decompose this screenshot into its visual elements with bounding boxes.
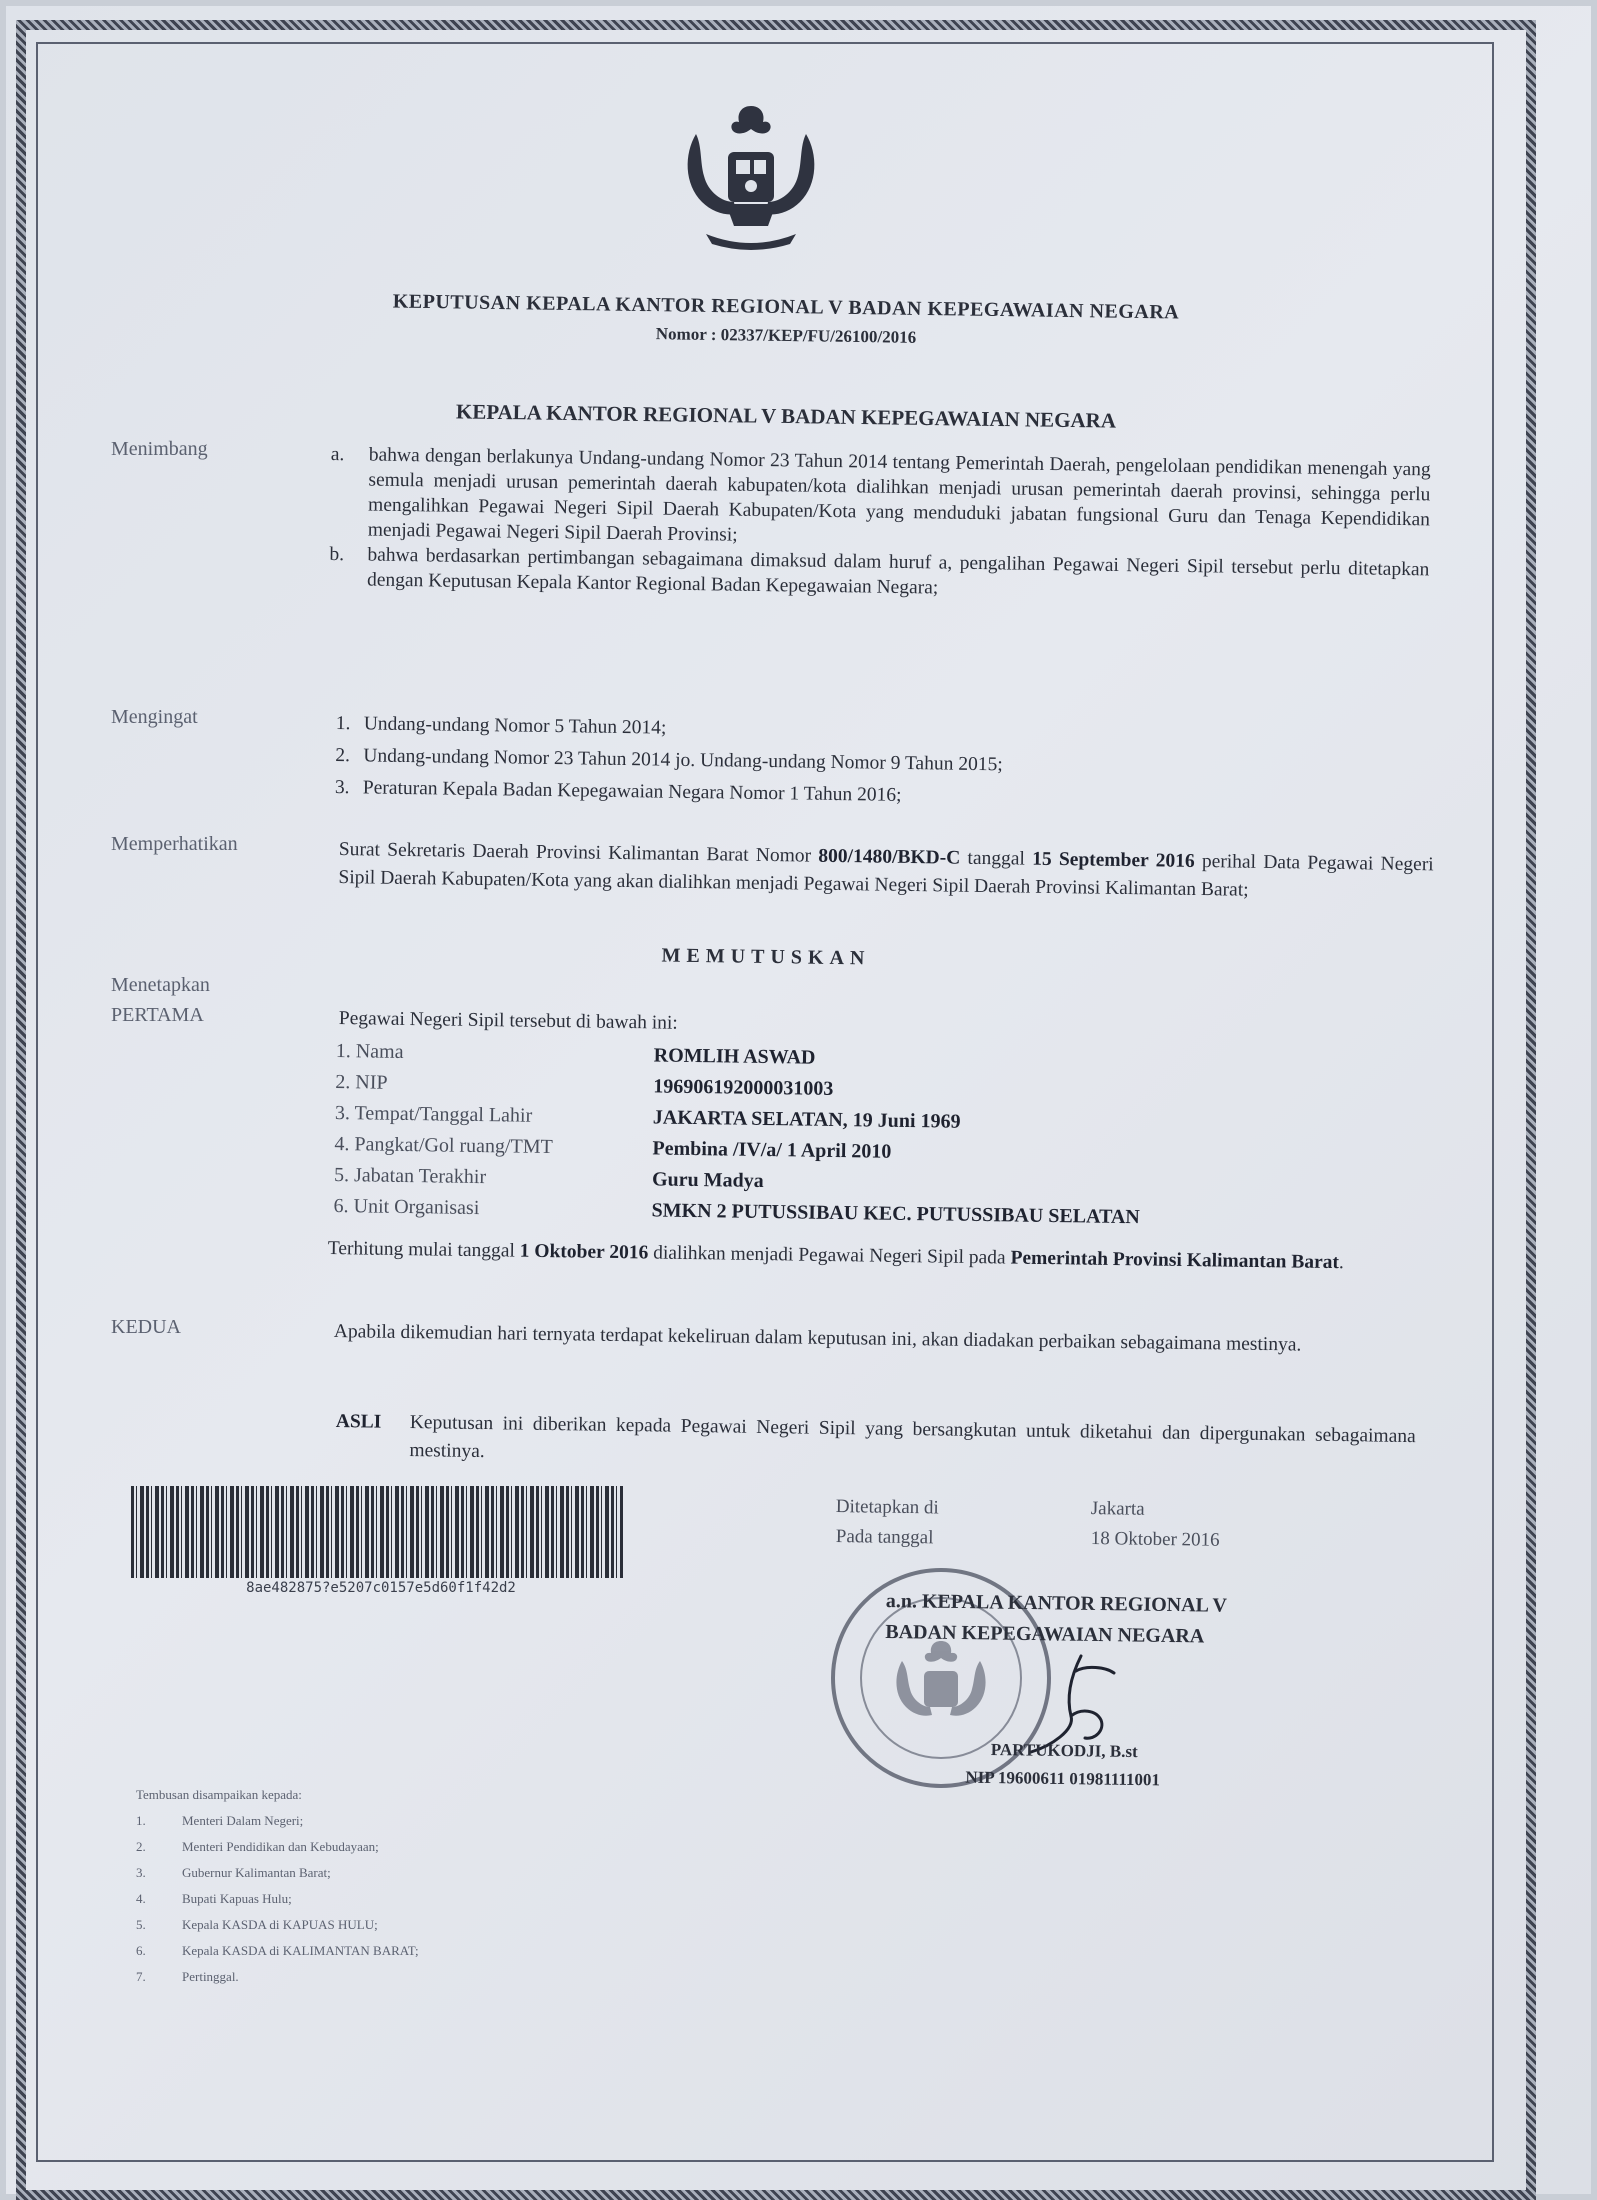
- detail-label: 1. Nama: [335, 1039, 404, 1063]
- tembusan-num: 1.: [136, 1813, 146, 1828]
- place-label: Ditetapkan di: [835, 1496, 939, 1519]
- memperhatikan-ref: 800/1480/BKD-C: [818, 845, 961, 869]
- decree-number: Nomor : 02337/KEP/FU/26100/2016: [655, 324, 917, 347]
- detail-value: Guru Madya: [651, 1168, 764, 1192]
- tembusan-num: 3.: [136, 1865, 146, 1880]
- memperhatikan-label: Memperhatikan: [111, 833, 238, 855]
- tembusan-item: [136, 1808, 419, 1834]
- detail-value: JAKARTA SELATAN, 19 Juni 1969: [652, 1106, 961, 1133]
- tembusan-text: Gubernur Kalimantan Barat;: [182, 1865, 331, 1880]
- tembusan-item: [136, 1912, 419, 1938]
- tembusan-num: 6.: [136, 1943, 146, 1958]
- item-key: 2.: [335, 744, 351, 767]
- barcode-number: 8ae482875?e5207c0157e5d60f1f42d2: [246, 1580, 516, 1596]
- barcode: [131, 1486, 623, 1578]
- detail-label: 4. Pangkat/Gol ruang/TMT: [334, 1132, 553, 1159]
- tembusan-text: Bupati Kapuas Hulu;: [182, 1891, 292, 1906]
- tembusan-num: 2.: [136, 1839, 146, 1854]
- detail-value: ROMLIH ASWAD: [653, 1044, 816, 1069]
- tembusan-text: Menteri Pendidikan dan Kebudayaan;: [182, 1839, 379, 1854]
- item-key: a.: [330, 443, 345, 466]
- tembusan-item: [136, 1938, 419, 1964]
- signatory-block: [965, 1736, 1161, 1794]
- detail-label: 2. NIP: [335, 1070, 388, 1094]
- date-label: Pada tanggal: [835, 1526, 934, 1549]
- signatory-title-line: a.n. KEPALA KANTOR REGIONAL V: [885, 1589, 1228, 1617]
- issuer-heading: KEPALA KANTOR REGIONAL V BADAN KEPEGAWAIAN NEGARA: [455, 399, 1117, 433]
- item-text: Undang-undang Nomor 23 Tahun 2014 jo. Undang-undang Nomor 9 Tahun 2015;: [363, 745, 1003, 776]
- tembusan-item: [136, 1834, 419, 1860]
- menetapkan-label: Menetapkan: [111, 974, 210, 996]
- memperhatikan-part: tanggal: [960, 847, 1033, 870]
- tembusan-text: Kepala KASDA di KALIMANTAN BARAT;: [182, 1943, 419, 1958]
- asli-text: Keputusan ini diberikan kepada Pegawai Negeri Sipil yang bersangkutan untuk diketahui dan dipergunakan sebagaimana mestinya.: [409, 1412, 1416, 1463]
- menimbang-label: Menimbang: [111, 438, 208, 460]
- item-text: bahwa berdasarkan pertimbangan sebagaimana dimaksud dalam huruf a, pengalihan Pegawai Negeri Sipil tersebut perlu ditetapkan dengan Keputusan Kepala Kantor Regional Badan Kepegawaian Negara;: [366, 544, 1430, 599]
- item-key: 1.: [335, 712, 351, 735]
- kedua-label: KEDUA: [111, 1316, 181, 1338]
- place-value: Jakarta: [1090, 1498, 1145, 1520]
- item-text: Undang-undang Nomor 5 Tahun 2014;: [363, 713, 667, 739]
- menimbang-block: [329, 442, 1431, 607]
- pertama-intro: Pegawai Negeri Sipil tersebut di bawah ini:: [338, 1007, 678, 1034]
- kedua-text: Apabila dikemudian hari ternyata terdapat kekeliruan dalam keputusan ini, akan diadakan perbaikan sebagaimana mestinya.: [333, 1320, 1302, 1356]
- detail-value: Pembina /IV/a/ 1 April 2010: [652, 1137, 892, 1163]
- item-text: bahwa dengan berlakunya Undang-undang Nomor 23 Tahun 2014 tentang Pemerintah Daerah, pengelolaan pendidikan menengah yang semula menjadi urusan pemerintah daerah kabupaten/kota dialihkan menjadi urusan pemerintah daerah provinsi, sehingga perlu mengalihkan Pegawai Negeri Sipil Daerah Kabupaten/Kota yang menduduki jabatan fungsional Guru dan Tenaga Kependidikan menjadi Pegawai Negeri Sipil Daerah Provinsi;: [367, 444, 1431, 546]
- detail-value: SMKN 2 PUTUSSIBAU KEC. PUTUSSIBAU SELATAN: [651, 1199, 1140, 1229]
- tembusan-item: [136, 1860, 419, 1886]
- mengingat-block: [335, 708, 1336, 818]
- item-key: 3.: [334, 776, 350, 799]
- effective-part: Terhitung mulai tanggal: [327, 1237, 520, 1262]
- tembusan-item: [136, 1886, 419, 1912]
- tembusan-text: Menteri Dalam Negeri;: [182, 1813, 304, 1828]
- effective-part: .: [1338, 1252, 1344, 1274]
- memperhatikan-date: 15 September 2016: [1032, 848, 1195, 872]
- tembusan-num: 7.: [136, 1969, 146, 1984]
- signatory-title: [885, 1586, 1227, 1653]
- memperhatikan-part: Surat Sekretaris Daerah Provinsi Kalimantan Barat Nomor: [338, 838, 819, 867]
- document-sheet: [6, 6, 1591, 2194]
- signatory-nip: NIP 19600611 01981111001: [965, 1767, 1161, 1790]
- tembusan-item: [136, 1964, 419, 1990]
- memperhatikan-part: perihal Data Pegawai Negeri Sipil Daerah Kabupaten/Kota yang akan dialihkan menjadi Pegawai Negeri Sipil Daerah Provinsi Kalimantan Barat;: [338, 850, 1434, 901]
- signatory-name: PARTUKODJI, B.st: [990, 1739, 1138, 1762]
- pertama-label: PERTAMA: [111, 1004, 204, 1026]
- detail-label: 3. Tempat/Tanggal Lahir: [334, 1101, 533, 1127]
- tembusan-num: 4.: [136, 1891, 146, 1906]
- detail-label: 5. Jabatan Terakhir: [333, 1163, 487, 1189]
- detail-label: 6. Unit Organisasi: [333, 1194, 480, 1220]
- item-text: Peraturan Kepala Badan Kepegawaian Negara Nomor 1 Tahun 2016;: [362, 777, 902, 806]
- memutuskan-heading: MEMUTUSKAN: [661, 944, 871, 970]
- signatory-title-line: BADAN KEPEGAWAIAN NEGARA: [885, 1620, 1205, 1648]
- effective-org: Pemerintah Provinsi Kalimantan Barat: [1010, 1247, 1340, 1274]
- tembusan-text: Pertinggal.: [182, 1969, 239, 1984]
- employee-details: [333, 1036, 1142, 1233]
- menimbang-item: [330, 442, 1431, 557]
- effective-part: dialihkan menjadi Pegawai Negeri Sipil pada: [648, 1242, 1011, 1269]
- asli-label: ASLI: [335, 1410, 382, 1433]
- decree-title: KEPUTUSAN KEPALA KANTOR REGIONAL V BADAN KEPEGAWAIAN NEGARA: [392, 290, 1180, 324]
- tembusan-list: [136, 1782, 419, 1990]
- garuda-emblem-icon: [666, 94, 836, 264]
- effective-date: 1 Oktober 2016: [519, 1240, 649, 1264]
- date-value: 18 Oktober 2016: [1090, 1528, 1220, 1551]
- tembusan-num: 5.: [136, 1917, 146, 1932]
- tembusan-text: Kepala KASDA di KAPUAS HULU;: [182, 1917, 378, 1932]
- detail-value: 196906192000031003: [653, 1075, 834, 1100]
- tembusan-heading: Tembusan disampaikan kepada:: [136, 1787, 302, 1802]
- mengingat-label: Mengingat: [111, 706, 198, 728]
- item-key: b.: [329, 543, 345, 566]
